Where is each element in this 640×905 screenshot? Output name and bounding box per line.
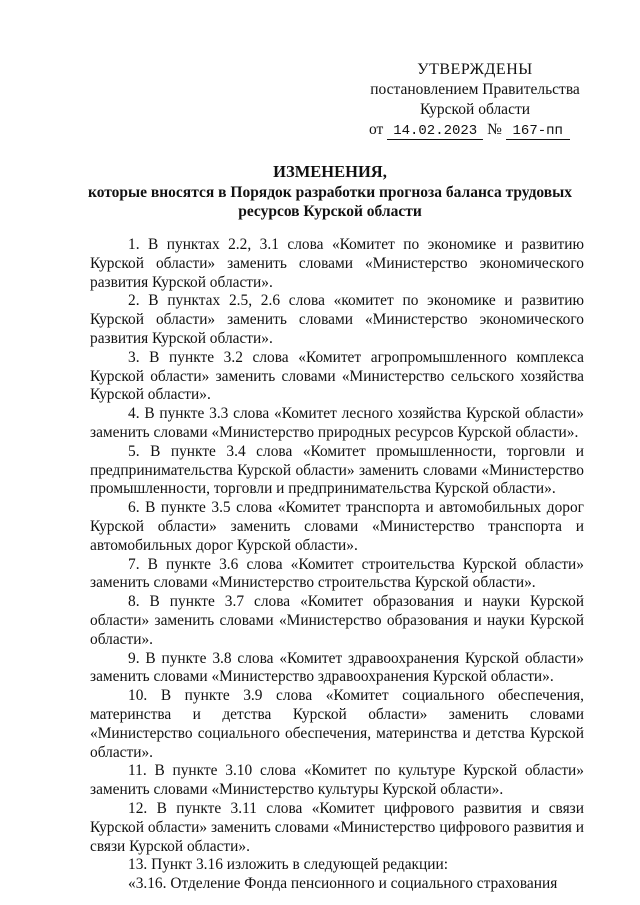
item-8: 8. В пункте 3.7 слова «Комитет образования и науки Курской области» заменить словами «Министерство образования и науки Курской области». [90, 593, 584, 648]
document-body [90, 236, 584, 894]
approval-date: 14.02.2023 [387, 123, 483, 140]
item-6: 6. В пункте 3.5 слова «Комитет транспорта и автомобильных дорог Курской области» заменить словами «Министерство транспорта и автомобильных дорог Курской области». [90, 499, 584, 554]
item-7: 7. В пункте 3.6 слова «Комитет строительства Курской области» заменить словами «Министерство строительства Курской области». [90, 555, 584, 592]
from-label: от [369, 121, 384, 138]
approval-title: УТВЕРЖДЕНЫ [417, 61, 533, 78]
approval-number: 167-пп [506, 123, 570, 140]
item-9: 9. В пункте 3.8 слова «Комитет здравоохранения Курской области» заменить словами «Министерство здравоохранения Курской области». [90, 649, 584, 686]
item-10: 10. В пункте 3.9 слова «Комитет социального обеспечения, материнства и детства Курской области» заменить словами «Министерство социального обеспечения, материнства и детства Курской области». [90, 687, 584, 761]
heading-subtitle: которые вносятся в Порядок разработки прогноза баланса трудовых ресурсов Курской области [87, 184, 573, 220]
item-4: 4. В пункте 3.3 слова «Комитет лесного хозяйства Курской области» заменить словами «Министерство природных ресурсов Курской области». [90, 405, 584, 441]
approval-line-2: Курской области [419, 101, 531, 118]
item-3: 3. В пункте 3.2 слова «Комитет агропромышленного комплекса Курской области» заменить словами «Министерство сельского хозяйства Курской области». [90, 348, 584, 404]
item-5: 5. В пункте 3.4 слова «Комитет промышленности, торговли и предпринимательства Курской области» заменить словами «Министерство промышленности, торговли и предпринимательства Курской области». [90, 442, 584, 498]
item-1: 1. В пунктах 2.2, 3.1 слова «Комитет по экономике и развитию Курской области» заменить словами «Министерство экономического развития Курской области». [90, 236, 584, 291]
item-13: 13. Пункт 3.16 изложить в следующей редакции: [128, 856, 449, 874]
item-14: «3.16. Отделение Фонда пенсионного и социального страхования [128, 875, 558, 893]
item-2: 2. В пунктах 2.5, 2.6 слова «комитет по экономике и развитию Курской области» заменить словами «Министерство экономического развития Курской области». [90, 292, 584, 347]
document-heading [80, 162, 580, 221]
heading-title: ИЗМЕНЕНИЯ, [273, 162, 387, 181]
approval-block [355, 60, 595, 140]
number-label: № [487, 121, 502, 138]
item-11: 11. В пункте 3.10 слова «Комитет по культуре Курской области» заменить словами «Министерство культуры Курской области». [90, 762, 584, 799]
item-12: 12. В пункте 3.11 слова «Комитет цифрового развития и связи Курской области» заменить словами «Министерство цифрового развития и связи Курской области». [90, 799, 584, 855]
approval-date-line [355, 120, 595, 140]
approval-line-1: постановлением Правительства [370, 81, 580, 98]
